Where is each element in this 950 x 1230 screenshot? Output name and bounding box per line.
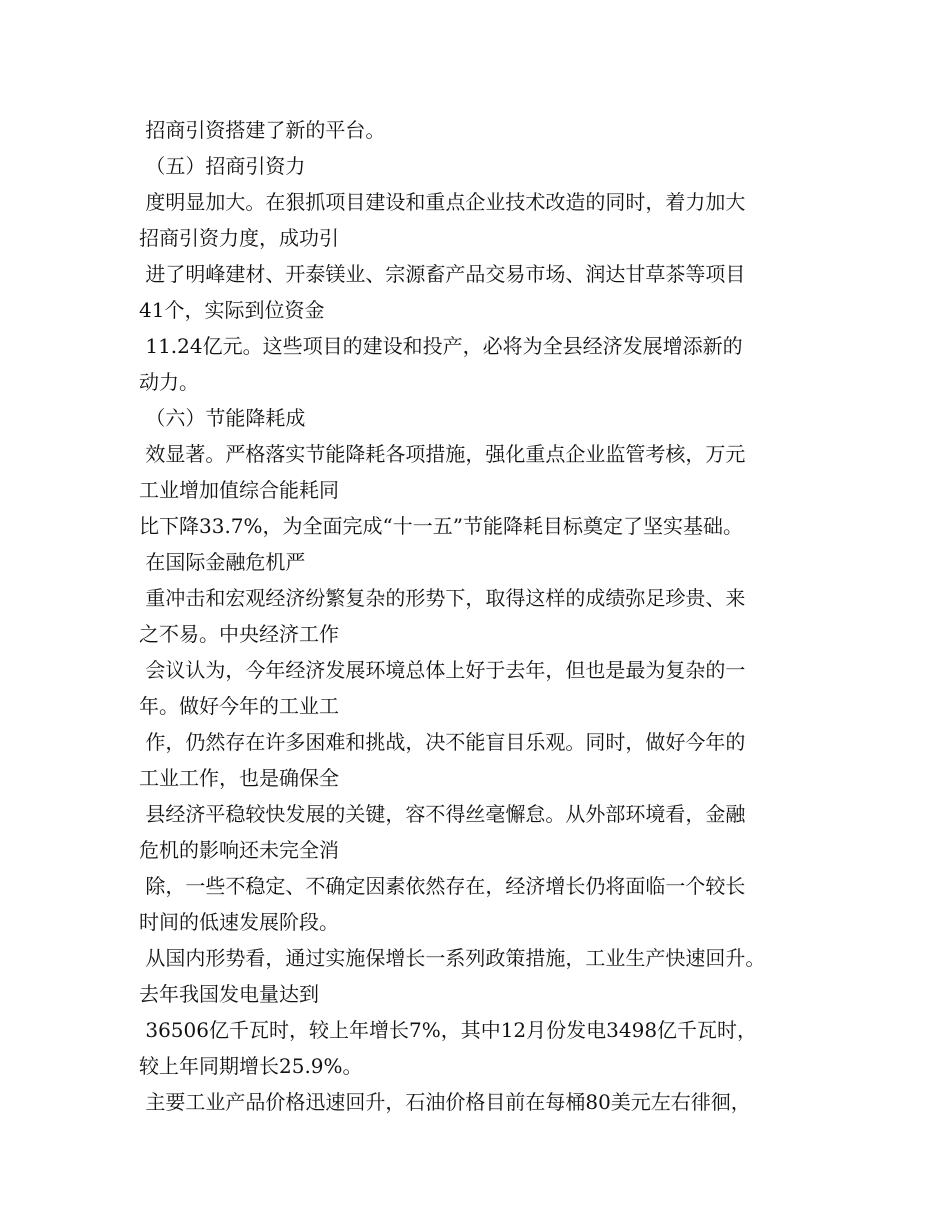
text-line: 41个，实际到位资金 (139, 298, 325, 322)
text-line: 招商引资搭建了新的平台。 (139, 118, 386, 142)
text-line: 比下降33.7%，为全面完成“十一五”节能降耗目标奠定了坚实基础。 (139, 514, 743, 538)
text-line: 招商引资力度，成功引 (139, 226, 339, 250)
text-line: 时间的低速发展阶段。 (139, 910, 339, 934)
document-body (139, 112, 829, 1120)
section-heading-six: （六）节能降耗成 (139, 406, 306, 430)
text-line: 度明显加大。在狠抓项目建设和重点企业技术改造的同时，着力加大 (139, 190, 746, 214)
text-line: 动力。 (139, 370, 199, 394)
text-line: 危机的影响还未完全消 (139, 838, 339, 862)
text-line: 作，仍然存在许多困难和挑战，决不能盲目乐观。同时，做好今年的 (139, 730, 746, 754)
text-line: 从国内形势看，通过实施保增长一系列政策措施，工业生产快速回升。 (139, 946, 766, 970)
text-line: 较上年同期增长25.9%。 (139, 1054, 363, 1078)
text-line: 工业工作，也是确保全 (139, 766, 339, 790)
text-line: 效显著。严格落实节能降耗各项措施，强化重点企业监管考核，万元 (139, 442, 746, 466)
text-line: 年。做好今年的工业工 (139, 694, 339, 718)
text-line: 重冲击和宏观经济纷繁复杂的形势下，取得这样的成绩弥足珍贵、来 (139, 586, 746, 610)
text-line: 县经济平稳较快发展的关键，容不得丝毫懈怠。从外部环境看，金融 (139, 802, 746, 826)
section-heading-five: （五）招商引资力 (139, 154, 306, 178)
text-line: 之不易。中央经济工作 (139, 622, 339, 646)
text-line: 在国际金融危机严 (139, 550, 306, 574)
text-line: 除，一些不稳定、不确定因素依然存在，经济增长仍将面临一个较长 (139, 874, 746, 898)
text-line: 主要工业产品价格迅速回升，石油价格目前在每桶80美元左右徘徊， (139, 1090, 751, 1114)
text-line: 36506亿千瓦时，较上年增长7%，其中12月份发电3498亿千瓦时， (139, 1018, 758, 1042)
text-line: 11.24亿元。这些项目的建设和投产，必将为全县经济发展增添新的 (139, 334, 743, 358)
text-line: 进了明峰建材、开泰镁业、宗源畜产品交易市场、润达甘草茶等项目 (139, 262, 746, 286)
text-line: 工业增加值综合能耗同 (139, 478, 339, 502)
text-line: 会议认为，今年经济发展环境总体上好于去年，但也是最为复杂的一 (139, 658, 746, 682)
text-line: 去年我国发电量达到 (139, 982, 319, 1006)
